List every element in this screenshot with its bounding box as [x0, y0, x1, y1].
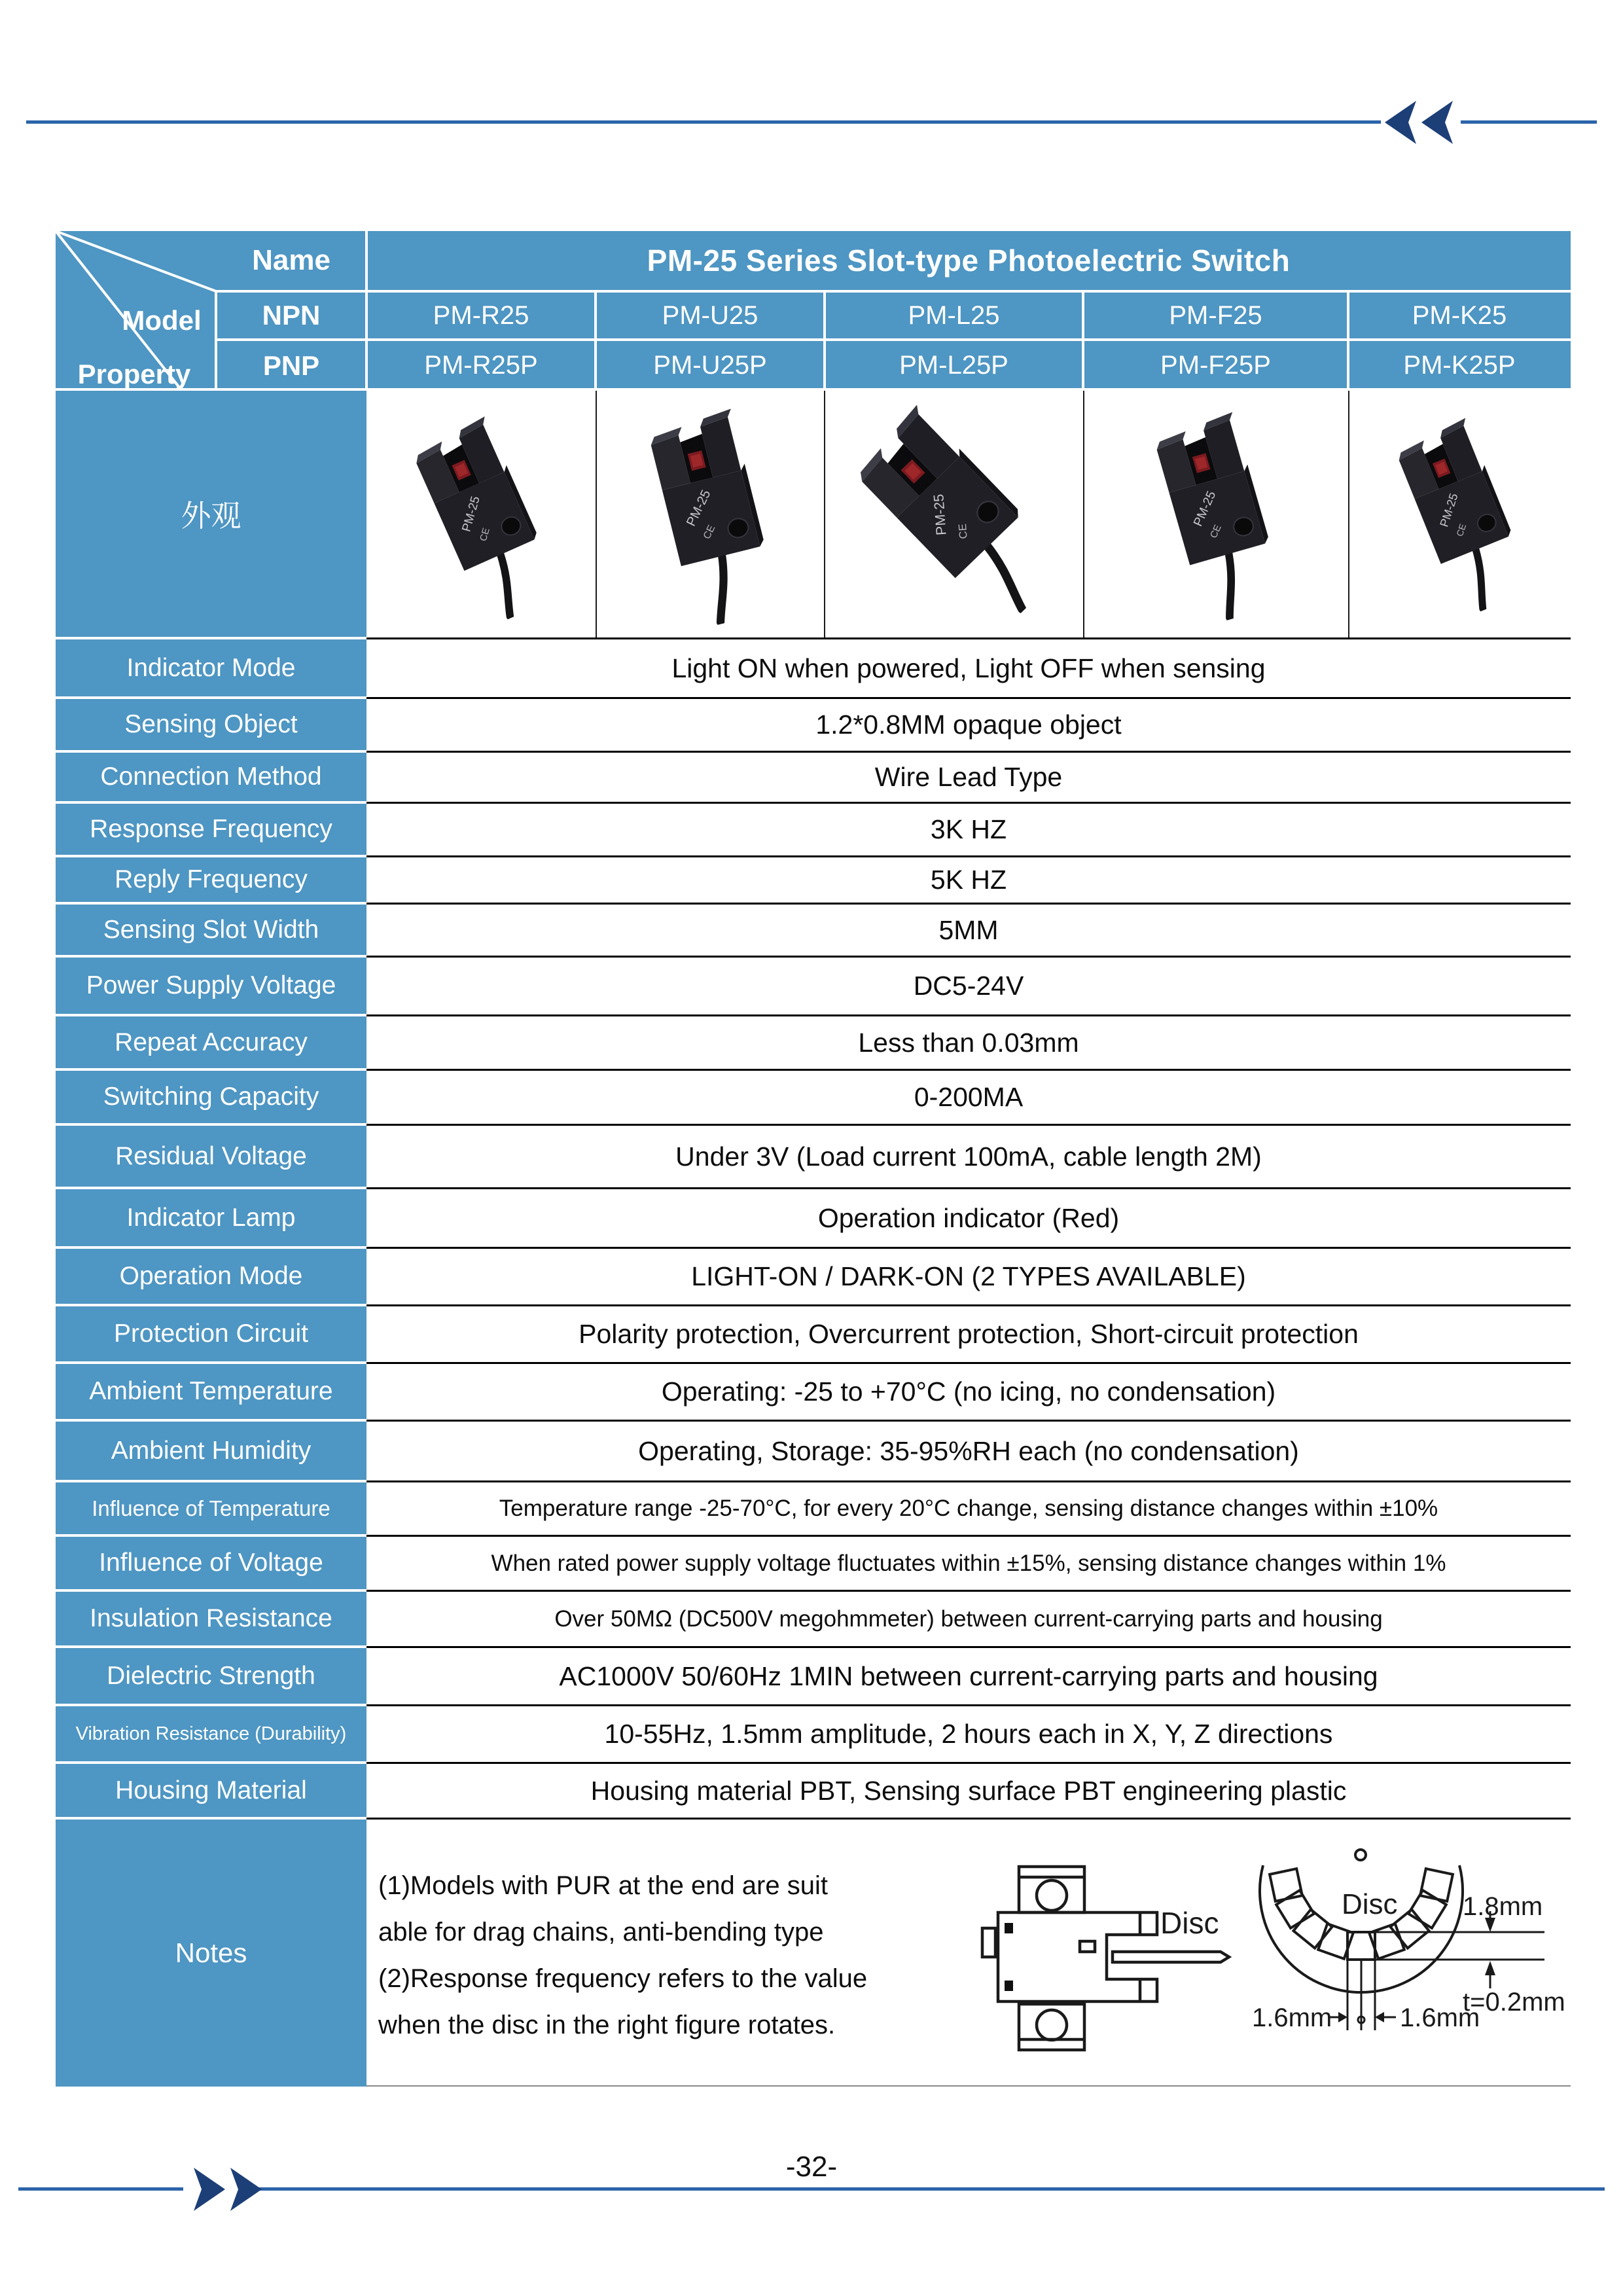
spec-row	[56, 1126, 1571, 1189]
spec-row	[56, 639, 1571, 699]
pnp-model-3: PM-L25P	[899, 350, 1008, 380]
sensor-disc-diagram	[978, 1860, 1247, 2056]
npn-model-2: PM-U25	[662, 300, 758, 330]
npn-header: NPN	[262, 299, 321, 331]
spec-row	[56, 1592, 1571, 1648]
spec-table	[56, 231, 1571, 2087]
double-right-chevron-icon	[187, 2166, 264, 2212]
spec-row	[56, 857, 1571, 905]
disc-dimension-diagram	[1247, 1846, 1567, 2081]
spec-value: LIGHT-ON / DARK-ON (2 TYPES AVAILABLE)	[366, 1249, 1571, 1306]
spec-label: Vibration Resistance (Durability)	[56, 1706, 366, 1764]
sensor-photo-icon	[1357, 397, 1563, 632]
spec-row	[56, 1482, 1571, 1537]
spec-label: Influence of Temperature	[56, 1482, 366, 1537]
sensor-photo-icon	[372, 393, 593, 637]
notes-line: (1)Models with PUR at the end are suit	[378, 1871, 828, 1900]
spec-label: Ambient Humidity	[56, 1422, 366, 1482]
spec-value: 5K HZ	[366, 857, 1571, 905]
spec-label: Connection Method	[56, 753, 366, 804]
appearance-row	[56, 391, 1571, 639]
notes-label: Notes	[56, 1820, 366, 2087]
pnp-header: PNP	[262, 350, 320, 381]
page-number: -32-	[785, 2151, 838, 2183]
spec-label: Residual Voltage	[56, 1126, 366, 1189]
spec-row	[56, 1364, 1571, 1422]
spec-value: Wire Lead Type	[366, 753, 1571, 804]
product-photo-strip	[366, 391, 1571, 639]
spec-row	[56, 1537, 1571, 1592]
thickness-dim: t=0.2mm	[1463, 1988, 1565, 2017]
spec-value: Temperature range -25-70°C, for every 20°C change, sensing distance changes within ±10%	[366, 1482, 1571, 1537]
spec-label: Influence of Voltage	[56, 1537, 366, 1592]
appearance-label: 外观	[56, 391, 366, 639]
spec-value: DC5-24V	[366, 958, 1571, 1016]
spec-label: Insulation Resistance	[56, 1592, 366, 1648]
disc-label: Disc	[1342, 1888, 1398, 1920]
spec-label: Sensing Object	[56, 699, 366, 753]
npn-model-1: PM-R25	[433, 300, 529, 330]
spec-value: Housing material PBT, Sensing surface PBT engineering plastic	[366, 1764, 1571, 1820]
notes-line: (2)Response frequency refers to the value	[378, 1964, 868, 1993]
spec-row	[56, 1249, 1571, 1306]
name-header: Name	[252, 244, 330, 276]
spec-label: Response Frequency	[56, 804, 366, 857]
notes-text	[378, 1863, 954, 2049]
spec-value: Light ON when powered, Light OFF when sensing	[366, 639, 1571, 699]
corner-property-label: Property	[77, 359, 191, 389]
spec-label: Protection Circuit	[56, 1306, 366, 1364]
disc-pointer-label: Disc	[1160, 1906, 1219, 1940]
product-photo-pm-f25	[1083, 391, 1348, 637]
spec-value: Less than 0.03mm	[366, 1016, 1571, 1071]
spec-value: Operating: -25 to +70°C (no icing, no condensation)	[366, 1364, 1571, 1422]
top-rule-right	[1461, 120, 1597, 124]
left-width-dim: 1.6mm	[1252, 2003, 1332, 2032]
spec-row	[56, 699, 1571, 753]
spec-value: When rated power supply voltage fluctuates within ±15%, sensing distance changes within 1%	[366, 1537, 1571, 1592]
product-photo-pm-k25	[1348, 391, 1571, 637]
notes-line: able for drag chains, anti-bending type	[378, 1918, 824, 1946]
spec-value: Under 3V (Load current 100mA, cable length 2M)	[366, 1126, 1571, 1189]
pnp-model-5: PM-K25P	[1403, 350, 1516, 380]
spec-row	[56, 753, 1571, 804]
spec-row	[56, 1422, 1571, 1482]
spec-value: 10-55Hz, 1.5mm amplitude, 2 hours each in X, Y, Z directions	[366, 1706, 1571, 1764]
spec-label: Dielectric Strength	[56, 1648, 366, 1706]
spec-value: 5MM	[366, 905, 1571, 958]
bottom-rule-right	[250, 2187, 1605, 2191]
spec-row	[56, 1648, 1571, 1706]
spec-value: Operation indicator (Red)	[366, 1189, 1571, 1249]
notes-row	[56, 1820, 1571, 2087]
npn-model-3: PM-L25	[908, 300, 1000, 330]
right-width-dim: 1.6mm	[1400, 2003, 1480, 2032]
spec-label: Power Supply Voltage	[56, 958, 366, 1016]
spec-value: Polarity protection, Overcurrent protection, Short-circuit protection	[366, 1306, 1571, 1364]
pnp-model-2: PM-U25P	[653, 350, 767, 380]
spec-label: Housing Material	[56, 1764, 366, 1820]
spec-label: Operation Mode	[56, 1249, 366, 1306]
spec-value: AC1000V 50/60Hz 1MIN between current-carrying parts and housing	[366, 1648, 1571, 1706]
pnp-model-1: PM-R25P	[424, 350, 538, 380]
spec-label: Ambient Temperature	[56, 1364, 366, 1422]
sensor-photo-icon	[1113, 392, 1319, 637]
bottom-rule-left	[18, 2187, 183, 2191]
spec-row	[56, 958, 1571, 1016]
product-photo-pm-u25	[596, 391, 825, 637]
spec-value: 1.2*0.8MM opaque object	[366, 699, 1571, 753]
table-header	[56, 231, 1571, 391]
spec-value: 3K HZ	[366, 804, 1571, 857]
spec-value: Operating, Storage: 35-95%RH each (no condensation)	[366, 1422, 1571, 1482]
spec-row	[56, 1706, 1571, 1764]
spec-row	[56, 905, 1571, 958]
product-photo-pm-l25	[824, 391, 1083, 637]
series-title: PM-25 Series Slot-type Photoelectric Switch	[647, 243, 1291, 278]
corner-model-label: Model	[122, 305, 202, 336]
spec-label: Reply Frequency	[56, 857, 366, 905]
spec-label: Indicator Lamp	[56, 1189, 366, 1249]
spec-row	[56, 1016, 1571, 1071]
spec-row	[56, 1306, 1571, 1364]
sensor-photo-icon	[824, 391, 1083, 637]
spec-label: Repeat Accuracy	[56, 1016, 366, 1071]
notes-line: when the disc in the right figure rotates.	[378, 2011, 836, 2039]
spec-row	[56, 1189, 1571, 1249]
product-photo-pm-r25	[366, 391, 596, 637]
spec-row	[56, 1764, 1571, 1820]
notes-content	[366, 1820, 1571, 2087]
spec-row	[56, 1071, 1571, 1126]
slot-height-dim: 1.8mm	[1463, 1892, 1543, 1921]
top-rule-left	[26, 120, 1381, 124]
sensor-photo-icon	[607, 391, 814, 637]
spec-value: Over 50MΩ (DC500V megohmmeter) between current-carrying parts and housing	[366, 1592, 1571, 1648]
pnp-model-4: PM-F25P	[1160, 350, 1271, 380]
double-left-chevron-icon	[1382, 99, 1459, 145]
npn-model-4: PM-F25	[1169, 300, 1262, 330]
spec-label: Sensing Slot Width	[56, 905, 366, 958]
spec-label: Indicator Mode	[56, 639, 366, 699]
spec-label: Switching Capacity	[56, 1071, 366, 1126]
spec-value: 0-200MA	[366, 1071, 1571, 1126]
npn-model-5: PM-K25	[1412, 300, 1507, 330]
spec-row	[56, 804, 1571, 857]
